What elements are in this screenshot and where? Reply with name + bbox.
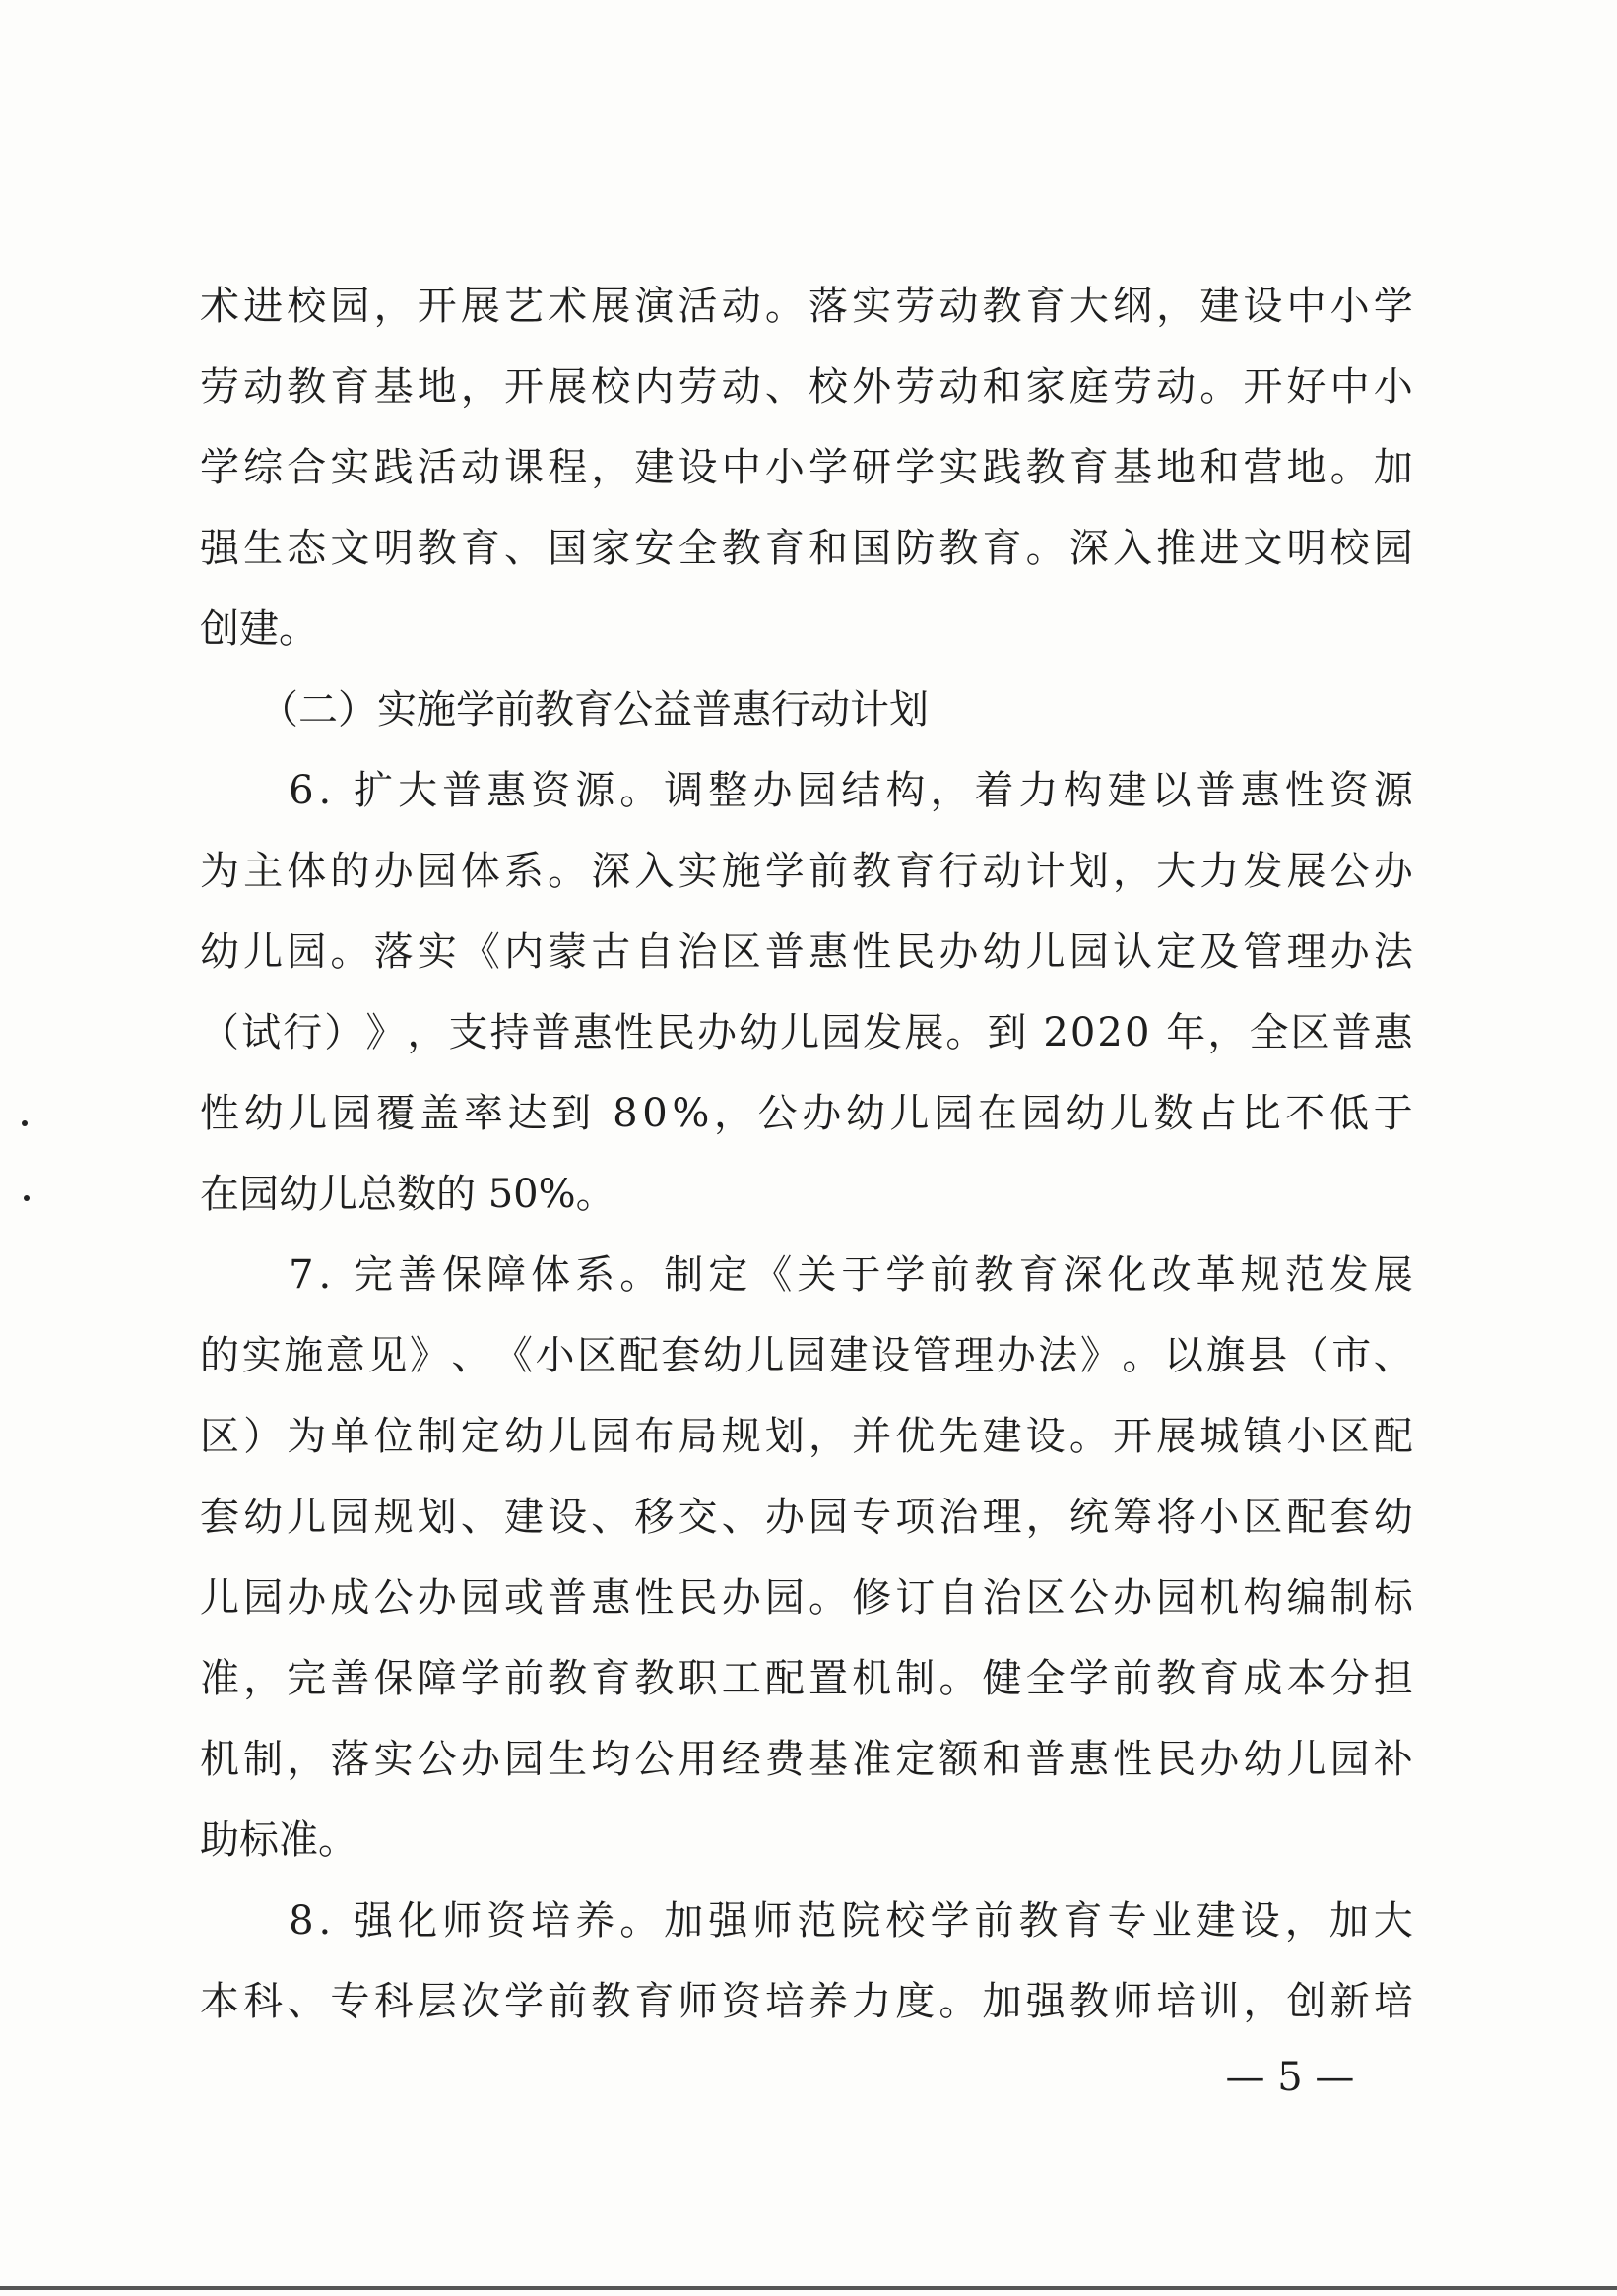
text-line: 的 实 施 意 见 》 、 《 小 区 配 套 幼 儿 园 建 设 管 理 办 法 》 。 以 旗 县 （ 市 、 — [200, 1333, 1413, 1378]
scan-speck — [24, 1195, 30, 1201]
text-line: 机 制 ， 落 实 公 办 园 生 均 公 用 经 费 基 准 定 额 和 普 惠 性 民 办 幼 儿 园 补 — [200, 1737, 1413, 1782]
text-line: 8 . 强 化 师 资 培 养 。 加 强 师 范 院 校 学 前 教 育 专 业 建 设 ， 加 大 — [289, 1898, 1413, 1944]
text-line: 术 进 校 园 ， 开 展 艺 术 展 演 活 动 。 落 实 劳 动 教 育 大 纲 ， 建 设 中 小 学 — [200, 284, 1413, 329]
text-line: 6 . 扩 大 普 惠 资 源 。 调 整 办 园 结 构 ， 着 力 构 建 以 普 惠 性 资 源 — [289, 768, 1413, 813]
text-line: 准 ， 完 善 保 障 学 前 教 育 教 职 工 配 置 机 制 。 健 全 学 前 教 育 成 本 分 担 — [200, 1656, 1413, 1701]
text-line: 套 幼 儿 园 规 划 、 建 设 、 移 交 、 办 园 专 项 治 理 ， 统 筹 将 小 区 配 套 幼 — [200, 1495, 1413, 1540]
text-line: 学 综 合 实 践 活 动 课 程 ， 建 设 中 小 学 研 学 实 践 教 育 基 地 和 营 地 。 加 — [200, 445, 1413, 490]
text-line: （ 试 行 ） 》 ， 支 持 普 惠 性 民 办 幼 儿 园 发 展 。 到 2 0 2 0 年 ， 全 区 普 惠 — [200, 1010, 1413, 1055]
text-line: 性 幼 儿 园 覆 盖 率 达 到 8 0 % ， 公 办 幼 儿 园 在 园 幼 儿 数 占 比 不 低 于 — [200, 1091, 1413, 1136]
text-line: 创建。 — [200, 606, 318, 652]
text-line: 助标准。 — [200, 1818, 357, 1863]
text-line: （二）实施学前教育公益普惠行动计划 — [200, 687, 929, 733]
text-line: 儿 园 办 成 公 办 园 或 普 惠 性 民 办 园 。 修 订 自 治 区 公 办 园 机 构 编 制 标 — [200, 1575, 1413, 1621]
text-line: 区 ） 为 单 位 制 定 幼 儿 园 布 局 规 划 ， 并 优 先 建 设 。 开 展 城 镇 小 区 配 — [200, 1414, 1413, 1459]
text-line: 本 科 、 专 科 层 次 学 前 教 育 师 资 培 养 力 度 。 加 强 教 师 培 训 ， 创 新 培 — [200, 1979, 1413, 2024]
text-line: 在园幼儿总数的 50%。 — [200, 1172, 615, 1217]
text-line: 7 . 完 善 保 障 体 系 。 制 定 《 关 于 学 前 教 育 深 化 改 革 规 范 发 展 — [289, 1252, 1413, 1298]
text-line: 劳 动 教 育 基 地 ， 开 展 校 内 劳 动 、 校 外 劳 动 和 家 庭 劳 动 。 开 好 中 小 — [200, 364, 1413, 410]
scan-edge — [0, 2286, 1617, 2290]
scan-speck — [22, 1120, 28, 1126]
text-line: 强 生 态 文 明 教 育 、 国 家 安 全 教 育 和 国 防 教 育 。 深 入 推 进 文 明 校 园 — [200, 526, 1413, 571]
body-text — [200, 266, 1413, 2042]
text-line: 幼 儿 园 。 落 实 《 内 蒙 古 自 治 区 普 惠 性 民 办 幼 儿 园 认 定 及 管 理 办 法 — [200, 929, 1413, 975]
page-number: — 5 — — [1225, 2055, 1355, 2100]
text-line: 为 主 体 的 办 园 体 系 。 深 入 实 施 学 前 教 育 行 动 计 划 ， 大 力 发 展 公 办 — [200, 849, 1413, 894]
